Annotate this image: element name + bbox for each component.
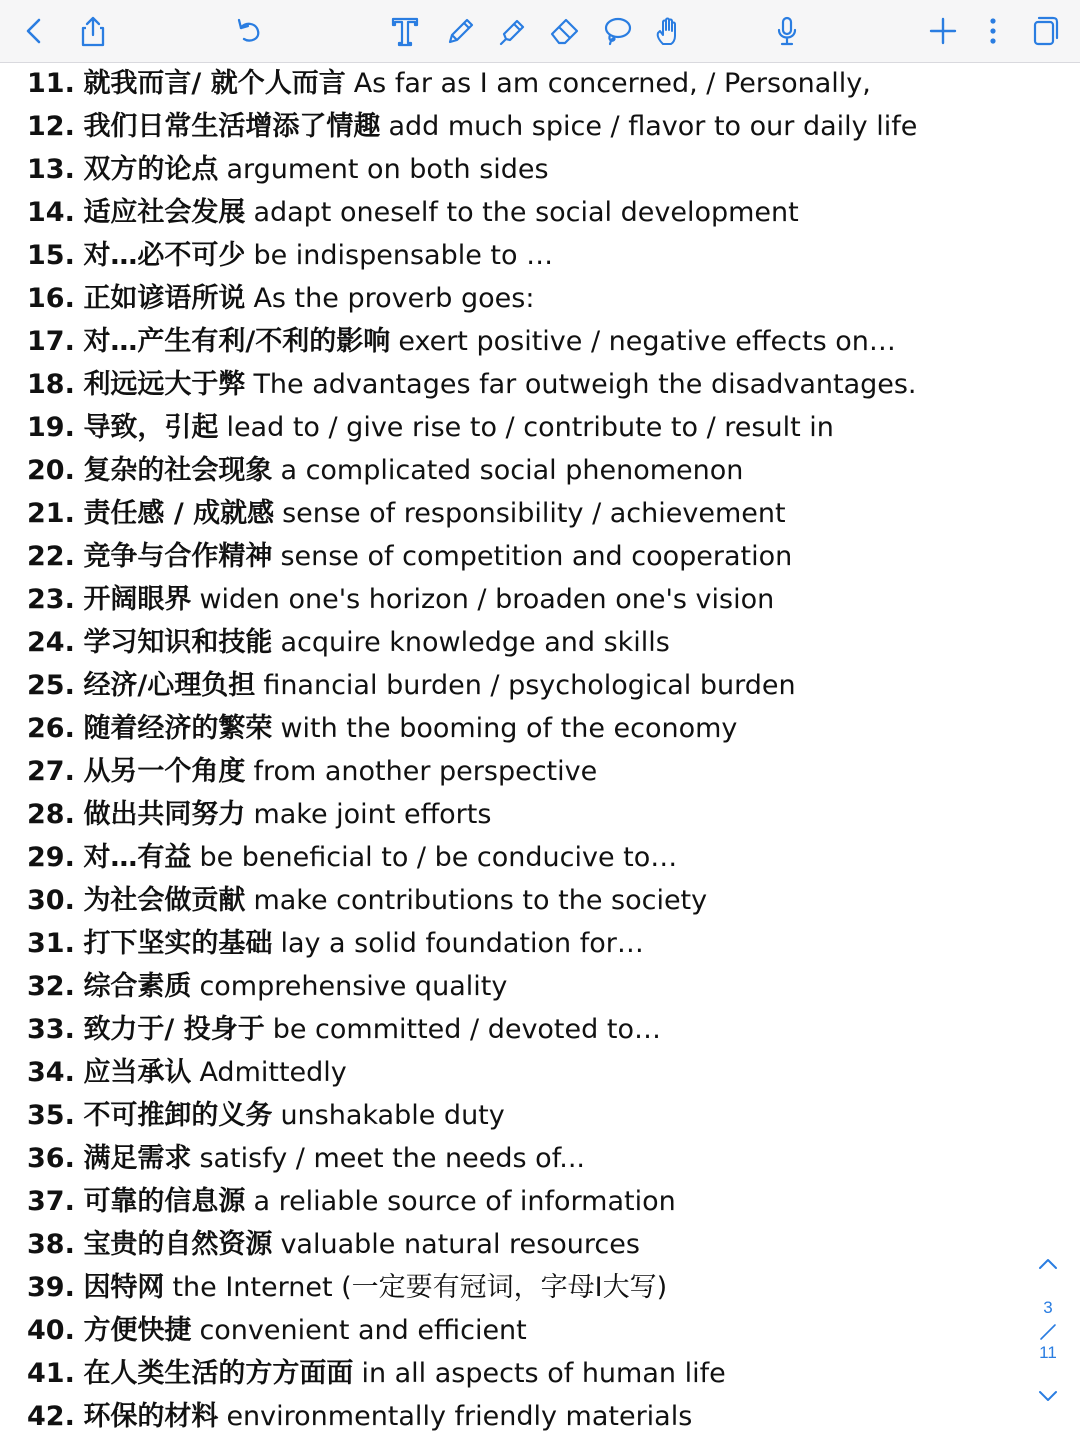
item-number: 25. [27, 670, 75, 701]
item-number: 36. [27, 1143, 75, 1174]
chinese-phrase: 对…必不可少 [83, 240, 246, 271]
list-item [27, 148, 549, 191]
list-item [27, 234, 553, 277]
chinese-phrase: 正如谚语所说 [83, 283, 246, 314]
list-item [27, 965, 507, 1008]
item-number: 11. [27, 68, 75, 99]
list-item [27, 922, 644, 965]
item-number: 19. [27, 412, 75, 443]
chinese-phrase: 打下坚实的基础 [83, 928, 273, 959]
item-number: 39. [27, 1272, 75, 1303]
list-item [27, 1094, 505, 1137]
chinese-phrase: 学习知识和技能 [83, 627, 273, 658]
list-item [27, 1266, 667, 1309]
english-phrase: unshakable duty [280, 1100, 505, 1131]
chinese-phrase: 导致，引起 [83, 412, 219, 443]
item-number: 38. [27, 1229, 75, 1260]
chevron-down-icon[interactable] [1036, 1384, 1060, 1408]
list-item [27, 62, 871, 105]
chinese-phrase: 因特网 [83, 1272, 165, 1303]
list-item [27, 191, 799, 234]
pen-tool-icon[interactable] [440, 10, 482, 52]
english-phrase: sense of competition and cooperation [280, 541, 793, 572]
english-phrase: a reliable source of information [253, 1186, 676, 1217]
english-phrase: in all aspects of human life [361, 1358, 726, 1389]
list-item [27, 664, 796, 707]
item-number: 29. [27, 842, 75, 873]
share-icon[interactable] [72, 10, 114, 52]
list-item [27, 1051, 347, 1094]
lasso-tool-icon[interactable] [596, 10, 638, 52]
chinese-phrase: 致力于/ 投身于 [83, 1014, 265, 1045]
item-number: 27. [27, 756, 75, 787]
eraser-tool-icon[interactable] [544, 10, 586, 52]
english-phrase: be beneficial to / be conducive to… [199, 842, 678, 873]
chinese-phrase: 适应社会发展 [83, 197, 246, 228]
item-number: 18. [27, 369, 75, 400]
item-number: 21. [27, 498, 75, 529]
list-item [27, 1008, 661, 1051]
item-number: 26. [27, 713, 75, 744]
chinese-phrase: 对…有益 [83, 842, 192, 873]
undo-icon[interactable] [228, 10, 270, 52]
microphone-icon[interactable] [766, 10, 808, 52]
english-phrase: acquire knowledge and skills [280, 627, 670, 658]
page-separator [1038, 1322, 1058, 1342]
chinese-phrase: 竞争与合作精神 [83, 541, 273, 572]
chinese-phrase: 环保的材料 [83, 1401, 219, 1432]
chinese-phrase: 开阔眼界 [83, 584, 192, 615]
chevron-up-icon[interactable] [1036, 1252, 1060, 1276]
list-item [27, 578, 774, 621]
item-number: 28. [27, 799, 75, 830]
english-phrase: adapt oneself to the social development [253, 197, 799, 228]
english-phrase: environmentally friendly materials [226, 1401, 693, 1432]
list-item [27, 836, 677, 879]
item-number: 16. [27, 283, 75, 314]
list-item [27, 492, 786, 535]
english-phrase: convenient and efficient [199, 1315, 527, 1346]
item-number: 41. [27, 1358, 75, 1389]
english-phrase: be indispensable to … [253, 240, 554, 271]
item-number: 14. [27, 197, 75, 228]
item-number: 32. [27, 971, 75, 1002]
list-item [27, 621, 670, 664]
list-item [27, 707, 737, 750]
item-number: 31. [27, 928, 75, 959]
english-phrase: exert positive / negative effects on… [398, 326, 896, 357]
list-item [27, 406, 834, 449]
total-page-count: 11 [1039, 1343, 1057, 1362]
add-icon[interactable] [922, 10, 964, 52]
english-phrase: valuable natural resources [280, 1229, 640, 1260]
list-item [27, 750, 597, 793]
chinese-phrase: 方便快捷 [83, 1315, 192, 1346]
english-phrase: be committed / devoted to… [272, 1014, 661, 1045]
chinese-phrase: 对…产生有利/不利的影响 [83, 326, 391, 357]
english-phrase: Admittedly [199, 1057, 347, 1088]
chinese-phrase: 双方的论点 [83, 154, 219, 185]
item-number: 35. [27, 1100, 75, 1131]
toolbar [0, 0, 1080, 63]
list-item [27, 449, 743, 492]
chinese-phrase: 我们日常生活增添了情趣 [83, 111, 381, 142]
chinese-phrase: 从另一个角度 [83, 756, 246, 787]
chinese-phrase: 不可推卸的义务 [83, 1100, 273, 1131]
list-item [27, 793, 491, 836]
highlighter-tool-icon[interactable] [492, 10, 534, 52]
chinese-phrase: 复杂的社会现象 [83, 455, 273, 486]
document-page [0, 62, 1080, 1440]
english-phrase: The advantages far outweigh the disadvantages. [253, 369, 917, 400]
chinese-phrase: 宝贵的自然资源 [83, 1229, 273, 1260]
chinese-phrase: 随着经济的繁荣 [83, 713, 273, 744]
item-number: 30. [27, 885, 75, 916]
english-phrase: lay a solid foundation for… [280, 928, 644, 959]
item-number: 42. [27, 1401, 75, 1432]
english-phrase: make joint efforts [253, 799, 492, 830]
item-number: 15. [27, 240, 75, 271]
english-phrase: a complicated social phenomenon [280, 455, 744, 486]
english-phrase: from another perspective [253, 756, 598, 787]
english-phrase: comprehensive quality [199, 971, 508, 1002]
english-phrase: widen one's horizon / broaden one's vision [199, 584, 775, 615]
item-number: 34. [27, 1057, 75, 1088]
list-item [27, 1352, 726, 1395]
list-item [27, 1180, 676, 1223]
current-page-number: 3 [1043, 1298, 1053, 1317]
item-number: 13. [27, 154, 75, 185]
english-phrase: sense of responsibility / achievement [282, 498, 786, 529]
item-number: 17. [27, 326, 75, 357]
chinese-phrase: 利远远大于弊 [83, 369, 246, 400]
pages-icon[interactable] [1024, 10, 1066, 52]
chinese-phrase: 在人类生活的方方面面 [83, 1358, 354, 1389]
item-number: 20. [27, 455, 75, 486]
hand-tool-icon[interactable] [648, 10, 690, 52]
chinese-phrase: 综合素质 [83, 971, 192, 1002]
english-phrase: argument on both sides [226, 154, 549, 185]
english-phrase: the Internet (一定要有冠词，字母I大写) [172, 1272, 668, 1303]
list-item [27, 879, 707, 922]
chinese-phrase: 为社会做贡献 [83, 885, 246, 916]
page-navigator [1026, 1246, 1070, 1416]
chinese-phrase: 经济/心理负担 [83, 670, 256, 701]
chinese-phrase: 做出共同努力 [83, 799, 246, 830]
list-item [27, 1309, 527, 1352]
english-phrase: lead to / give rise to / contribute to / result in [226, 412, 834, 443]
text-tool-icon[interactable] [384, 10, 426, 52]
list-item [27, 535, 792, 578]
item-number: 33. [27, 1014, 75, 1045]
english-phrase: add much spice / flavor to our daily life [388, 111, 918, 142]
item-number: 22. [27, 541, 75, 572]
list-item [27, 320, 896, 363]
list-item [27, 105, 917, 148]
english-phrase: with the booming of the economy [280, 713, 738, 744]
chinese-phrase: 可靠的信息源 [83, 1186, 246, 1217]
list-item [27, 1395, 692, 1438]
english-phrase: As the proverb goes: [253, 283, 535, 314]
chinese-phrase: 应当承认 [83, 1057, 192, 1088]
item-number: 12. [27, 111, 75, 142]
english-phrase: As far as I am concerned, / Personally, [353, 68, 871, 99]
item-number: 24. [27, 627, 75, 658]
more-icon[interactable] [972, 10, 1014, 52]
list-item [27, 277, 534, 320]
list-item [27, 1223, 640, 1266]
item-number: 37. [27, 1186, 75, 1217]
chinese-phrase: 满足需求 [83, 1143, 192, 1174]
chinese-phrase: 责任感 / 成就感 [83, 498, 275, 529]
english-phrase: satisfy / meet the needs of... [199, 1143, 585, 1174]
list-item [27, 363, 917, 406]
back-icon[interactable] [14, 10, 56, 52]
english-phrase: make contributions to the society [253, 885, 708, 916]
item-number: 40. [27, 1315, 75, 1346]
list-item [27, 1137, 585, 1180]
english-phrase: financial burden / psychological burden [263, 670, 796, 701]
chinese-phrase: 就我而言/ 就个人而言 [83, 68, 346, 99]
item-number: 23. [27, 584, 75, 615]
